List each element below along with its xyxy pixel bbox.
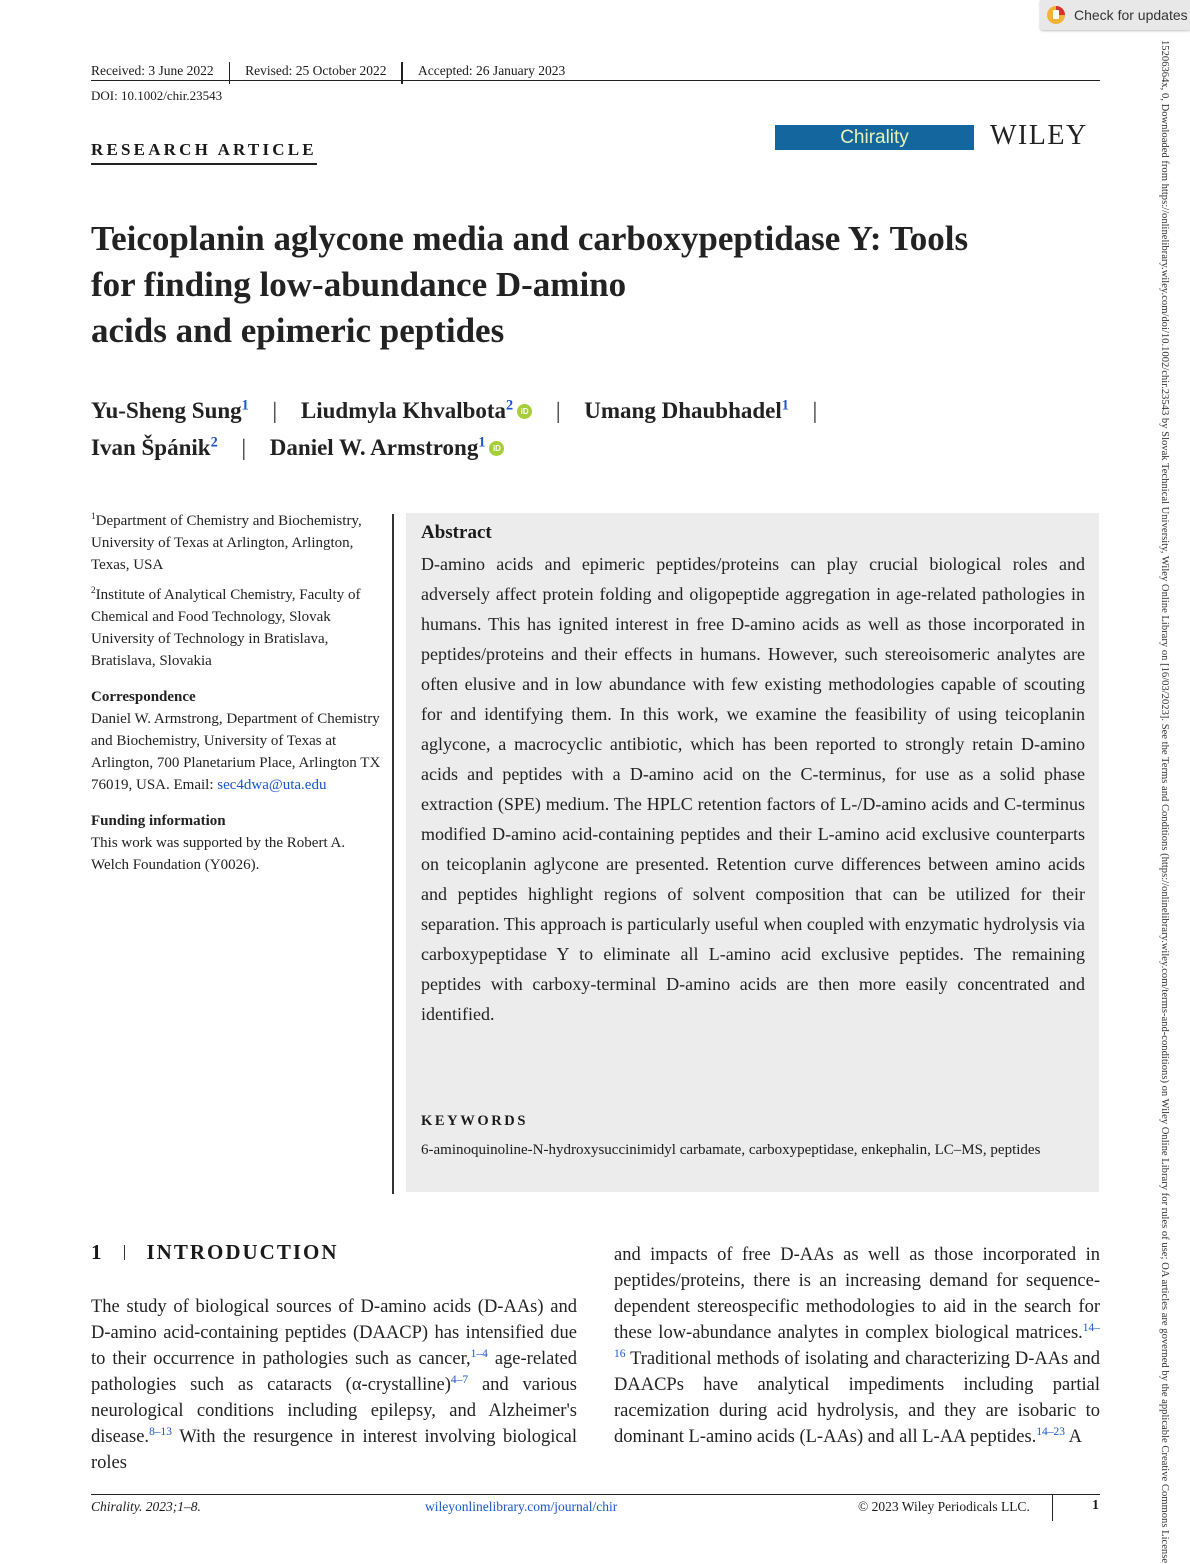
affiliation-number: 1 <box>91 512 96 522</box>
body-text: Traditional methods of isolating and characterizing D-AAs and DAACPs have analytical impediments including partial racemization during acid hydrolysis, and they are isobaric to dominant L-amino acids (L-AAs) and all L-AA peptides. <box>614 1349 1100 1447</box>
author-separator: | <box>812 398 818 423</box>
reference-link[interactable]: 14–16 <box>614 1321 1100 1360</box>
accepted-date: Accepted: 26 January 2023 <box>417 63 566 78</box>
article-dates <box>91 60 580 82</box>
author-separator: | <box>555 398 561 423</box>
footer-copyright: © 2023 Wiley Periodicals LLC. <box>858 1499 1030 1514</box>
check-updates-icon <box>1046 5 1066 25</box>
keywords-text: 6-aminoquinoline-N-hydroxysuccinimidyl carbamate, carboxypeptidase, enkephalin, LC–MS, peptides <box>421 1142 1041 1158</box>
author-affiliation[interactable]: 1 <box>478 434 486 451</box>
check-updates-label: Check for updates <box>1074 7 1188 23</box>
article-type: RESEARCH ARTICLE <box>91 140 317 165</box>
affiliation <box>91 510 381 576</box>
body-text: The study of biological sources of D-amino acids (D-AAs) and D-amino acid-containing peptides (DAACP) has intensified due to their occurrence in pathologies such as cancer, <box>91 1297 577 1369</box>
section-number: 1 <box>91 1240 102 1264</box>
page-number: 1 <box>1092 1498 1099 1513</box>
author-name[interactable]: Ivan Špánik <box>91 435 211 460</box>
abstract-text: D-amino acids and epimeric peptides/proteins can play crucial biological roles and adversely affect protein folding and oligopeptide aggregation in age-related pathologies in humans. This has ignited interest in free D-amino acids as well as those incorporated in peptides/proteins and their effects in humans. However, such stereoisomeric analytes are often elusive and in low abundance with few existing methodologies capable of scouting for and identifying them. In this work, we examine the feasibility of using teicoplanin aglycone, a macrocyclic antibiotic, which has been reported to strongly retain D-amino acids and peptides with a D-amino acid on the C-terminus, for use as a solid phase extraction (SPE) medium. The HPLC retention factors of L-/D-amino acids and C-terminus modified D-amino acid-containing peptides and their L-amino acid exclusive counterparts on teicoplanin aglycone are presented. Retention curve differences between amino acids and peptides highlight regions of solvent composition that can be utilized for their separation. This approach is particularly useful when coupled with enzymatic hydrolysis via carboxypeptidase Y to eliminate all L-amino acid exclusive peptides. The remaining peptides with carboxy-terminal D-amino acids are then more easily concentrated and identified. <box>421 554 1085 1024</box>
journal-url-link[interactable]: wileyonlinelibrary.com/journal/chir <box>425 1499 618 1514</box>
funding-heading: Funding information <box>91 813 226 829</box>
footer-citation <box>91 1499 201 1515</box>
affiliation <box>91 584 381 672</box>
email-link[interactable]: sec4dwa@uta.edu <box>217 777 327 793</box>
footer-divider <box>1052 1494 1053 1521</box>
author-affiliation[interactable]: 1 <box>781 397 789 414</box>
reference-link[interactable]: 14–23 <box>1036 1425 1065 1438</box>
footer-rule <box>91 1494 1100 1495</box>
funding-text: This work was supported by the Robert A. Welch Foundation (Y0026). <box>91 835 346 873</box>
revised-date: Revised: 25 October 2022 <box>245 63 387 78</box>
correspondence-text <box>91 708 381 796</box>
column-divider <box>392 514 394 1194</box>
section-heading <box>91 1240 339 1265</box>
download-notice: 15206364x, 0, Downloaded from https://onlinelibrary.wiley.com/doi/10.1002/chir.23543 by Slovak Technical University, Wiley Online Library on [16/03/2023]. See the Terms and Conditions (https://onlinelibrary.wiley.com/terms-and-conditions) on Wiley Online Library for rules of use; OA articles are governed by the applicable Creative Commons License <box>1159 40 1170 1564</box>
affiliation-text: Department of Chemistry and Biochemistry, University of Texas at Arlington, Arlington, Texas, USA <box>91 513 362 573</box>
body-text: With the resurgence in interest involving biological roles <box>91 1427 577 1473</box>
check-for-updates-button[interactable] <box>1040 0 1190 30</box>
author-affiliation[interactable]: 2 <box>506 397 514 414</box>
author-separator: | <box>241 435 247 460</box>
title-line: for finding low-abundance D-amino <box>91 265 627 304</box>
author-list <box>91 392 1101 466</box>
footer-citation-text: Chirality. 2023;1–8. <box>91 1499 201 1514</box>
author-name[interactable]: Umang Dhaubhadel <box>584 398 782 423</box>
title-line: acids and epimeric peptides <box>91 311 505 350</box>
correspondence-address: Daniel W. Armstrong, Department of Chemistry and Biochemistry, University of Texas at Arlington, 700 Planetarium Place, Arlington TX 76019, USA. <box>91 711 381 793</box>
author-name[interactable]: Liudmyla Khvalbota <box>300 398 507 423</box>
reference-link[interactable]: 1–4 <box>470 1347 488 1360</box>
email-label: Email: <box>173 777 214 793</box>
title-line: Teicoplanin aglycone media and carboxypeptidase Y: Tools <box>91 219 969 258</box>
affiliation-text: Institute of Analytical Chemistry, Faculty of Chemical and Food Technology, Slovak University of Technology in Bratislava, Bratislava, Slovakia <box>91 587 361 669</box>
body-text: and various neurological conditions including epilepsy, and Alzheimer's disease. <box>91 1375 577 1447</box>
author-name[interactable]: Yu-Sheng Sung <box>91 398 242 423</box>
header-rule <box>91 80 1100 81</box>
journal-logo: Chirality <box>775 125 974 150</box>
affiliation-number: 2 <box>91 586 96 596</box>
author-affiliation[interactable]: 1 <box>241 397 249 414</box>
keywords-heading: KEYWORDS <box>421 1113 529 1129</box>
author-affiliation[interactable]: 2 <box>210 434 218 451</box>
body-text: and impacts of free D-AAs as well as those incorporated in peptides/proteins, there is an increasing demand for sequence-dependent stereospecific methodologies to aid in the search for these low-abundance analytes in complex biological matrices. <box>614 1245 1100 1343</box>
body-text: A <box>1064 1427 1082 1447</box>
orcid-icon[interactable]: iD <box>489 441 504 456</box>
article-title <box>91 216 1101 354</box>
doi: DOI: 10.1002/chir.23543 <box>91 88 223 103</box>
author-separator: | <box>272 398 278 423</box>
author-line <box>91 392 1101 429</box>
publisher-logo: WILEY <box>990 120 1088 151</box>
reference-link[interactable]: 4–7 <box>450 1373 469 1386</box>
intro-right-column <box>614 1242 1100 1450</box>
reference-link[interactable]: 8–13 <box>149 1425 172 1438</box>
section-title: INTRODUCTION <box>146 1240 339 1264</box>
intro-left-column <box>91 1294 577 1476</box>
correspondence-heading: Correspondence <box>91 689 196 705</box>
body-text: age-related pathologies such as cataracts (α-crystalline) <box>91 1349 577 1395</box>
author-line <box>91 429 1101 466</box>
article-info-column <box>91 510 381 884</box>
abstract-heading: Abstract <box>421 522 492 543</box>
heading-divider <box>124 1245 125 1260</box>
orcid-icon[interactable]: iD <box>517 404 532 419</box>
author-name[interactable]: Daniel W. Armstrong <box>269 435 479 460</box>
received-date: Received: 3 June 2022 <box>91 63 214 78</box>
